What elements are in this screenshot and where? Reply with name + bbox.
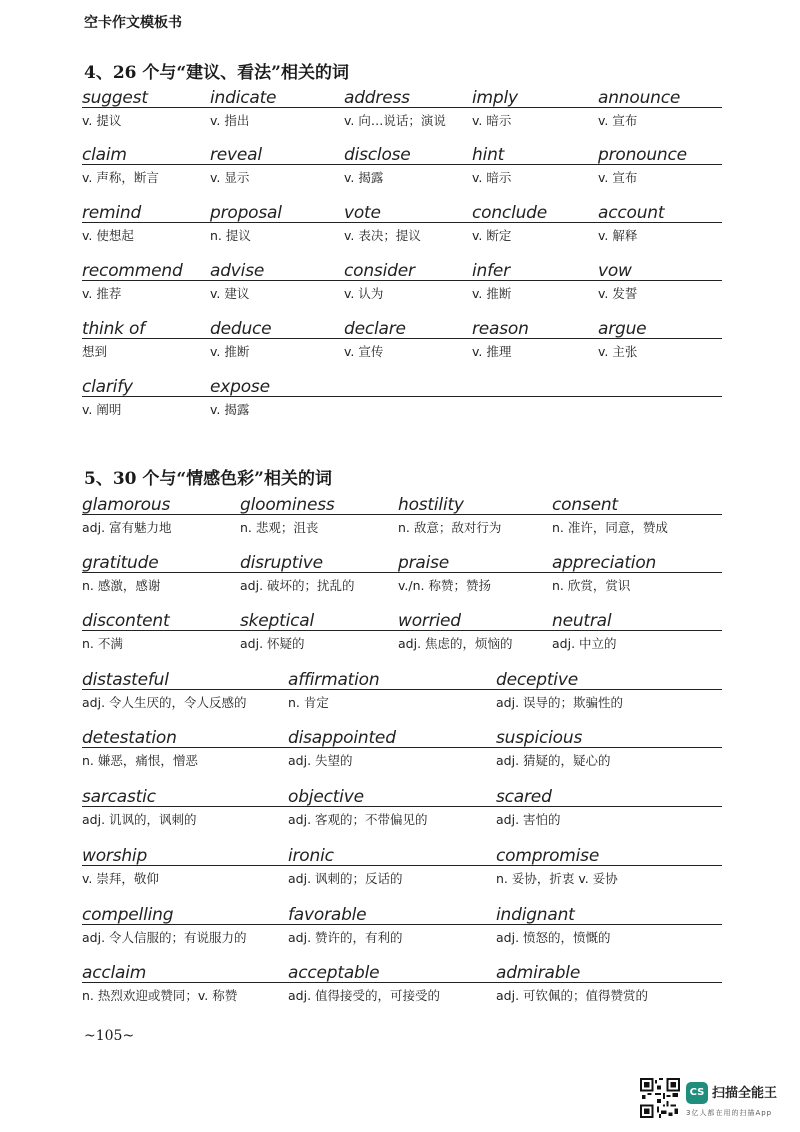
vocabulary-entry [210,145,262,186]
scanner-watermark [640,1078,788,1122]
entry-word: gloominess [240,495,335,515]
entry-meaning: adj. 愤怒的，愤慨的 [496,930,611,945]
entry-meaning: n. 肯定 [288,695,329,710]
section-title: 4、26 个与“建议、看法”相关的词 [84,63,349,83]
entry-word: announce [598,88,681,108]
qr-code-icon [640,1078,680,1118]
entry-meaning: n. 准许，同意，赞成 [552,520,668,535]
entry-meaning: v. 建议 [210,286,250,301]
vocabulary-entry [288,905,403,946]
entry-word: favorable [288,905,367,925]
entry-word: neutral [552,611,612,631]
vocabulary-entry [344,88,446,129]
vocabulary-row [82,728,722,778]
vocabulary-entry [398,553,491,594]
entry-meaning: n. 妥协，折衷 v. 妥协 [496,871,618,886]
entry-word: think of [82,319,145,339]
entry-word: disappointed [288,728,396,748]
entry-word: acclaim [82,963,147,983]
entry-meaning: n. 热烈欢迎或赞同；v. 称赞 [82,988,238,1003]
vocabulary-entry [472,145,511,186]
vocabulary-entry [82,846,159,887]
entry-meaning: adj. 讽刺的；反话的 [288,871,403,886]
vocabulary-entry [496,787,561,828]
entry-word: account [598,203,665,223]
vocabulary-entry [344,203,421,244]
entry-meaning: v. 使想起 [82,228,134,243]
vocabulary-entry [240,553,355,594]
entry-word: indignant [496,905,575,925]
entry-meaning: v. 声称，断言 [82,170,159,185]
vocabulary-entry [598,203,664,244]
vocabulary-entry [210,261,264,302]
vocabulary-row [82,670,722,720]
entry-word: scared [496,787,552,807]
entry-word: deduce [210,319,272,339]
entry-meaning: n. 不满 [82,636,123,651]
vocabulary-entry [82,553,160,594]
entry-word: compromise [496,846,600,866]
vocabulary-entry [240,611,314,652]
entry-word: clarify [82,377,133,397]
entry-meaning: v. 解释 [598,228,638,243]
entry-word: gratitude [82,553,159,573]
vocabulary-entry [344,319,406,360]
entry-word: objective [288,787,364,807]
entry-meaning: v./n. 称赞；赞扬 [398,578,491,593]
vocabulary-entry [210,319,271,360]
vocabulary-entry [82,88,148,129]
vocabulary-row [82,846,722,896]
vocabulary-entry [496,963,648,1004]
vocabulary-row [82,963,722,1013]
entry-meaning: n. 悲观；沮丧 [240,520,319,535]
entry-word: deceptive [496,670,578,690]
entry-meaning: n. 欣赏，赏识 [552,578,631,593]
entry-word: reveal [210,145,262,165]
entry-meaning: adj. 怀疑的 [240,636,305,651]
entry-meaning: v. 指出 [210,113,250,128]
entry-meaning: adj. 令人信服的；有说服力的 [82,930,247,945]
entry-meaning: v. 宣传 [344,344,384,359]
vocabulary-entry [82,203,141,244]
entry-word: reason [472,319,529,339]
section-title: 5、30 个与“情感色彩”相关的词 [84,469,332,489]
vocabulary-entry [344,261,415,302]
entry-meaning: adj. 猜疑的，疑心的 [496,753,611,768]
vocabulary-entry [82,145,159,186]
entry-word: declare [344,319,406,339]
entry-word: glamorous [82,495,171,515]
entry-meaning: v. 阐明 [82,402,122,417]
entry-word: praise [398,553,450,573]
vocabulary-entry [552,495,668,536]
vocabulary-entry [210,377,270,418]
entry-meaning: 想到 [82,344,108,359]
vocabulary-entry [472,261,511,302]
vocabulary-entry [82,670,247,711]
entry-meaning: n. 感激，感谢 [82,578,161,593]
vocabulary-entry [288,787,428,828]
entry-meaning: n. 嫌恶，痛恨，憎恶 [82,753,198,768]
entry-word: infer [472,261,510,281]
vocabulary-row [82,377,722,427]
vocabulary-entry [288,670,379,711]
vocabulary-entry [598,261,637,302]
entry-word: distasteful [82,670,169,690]
entry-meaning: v. 发誓 [598,286,638,301]
vocabulary-entry [82,611,169,652]
entry-meaning: adj. 可钦佩的；值得赞赏的 [496,988,649,1003]
entry-meaning: v. 揭露 [210,402,250,417]
entry-word: claim [82,145,127,165]
entry-word: compelling [82,905,174,925]
entry-word: vow [598,261,632,281]
entry-meaning: adj. 客观的；不带偏见的 [288,812,428,827]
entry-word: ironic [288,846,334,866]
entry-meaning: n. 敌意；敌对行为 [398,520,502,535]
entry-word: address [344,88,410,108]
entry-word: admirable [496,963,581,983]
vocabulary-entry [598,319,646,360]
vocabulary-entry [496,905,611,946]
entry-word: suggest [82,88,148,108]
vocabulary-row [82,319,722,369]
scanner-logo-icon: CS [686,1082,708,1104]
entry-word: recommend [82,261,183,281]
entry-word: appreciation [552,553,657,573]
entry-word: conclude [472,203,548,223]
scanner-app-tagline: 3亿人都在用的扫描App [686,1109,773,1117]
vocabulary-row [82,145,722,195]
entry-meaning: v. 主张 [598,344,638,359]
entry-word: advise [210,261,265,281]
entry-word: proposal [210,203,282,223]
vocabulary-entry [240,495,335,536]
vocabulary-entry [496,846,618,887]
entry-meaning: v. 推荐 [82,286,122,301]
vocabulary-entry [398,611,513,652]
entry-word: remind [82,203,142,223]
entry-word: expose [210,377,270,397]
entry-meaning: v. 推理 [472,344,512,359]
vocabulary-row [82,203,722,253]
vocabulary-row [82,787,722,837]
entry-word: argue [598,319,647,339]
vocabulary-row [82,553,722,603]
entry-meaning: adj. 破坏的；扰乱的 [240,578,355,593]
entry-word: sarcastic [82,787,156,807]
page-number: ~105~ [84,1028,135,1044]
entry-meaning: v. 提议 [82,113,122,128]
entry-meaning: v. 推断 [472,286,512,301]
entry-word: worried [398,611,461,631]
vocabulary-entry [344,145,411,186]
entry-meaning: adj. 赞许的，有利的 [288,930,403,945]
vocabulary-entry [288,728,396,769]
vocabulary-entry [288,963,440,1004]
entry-meaning: adj. 中立的 [552,636,617,651]
entry-word: pronounce [598,145,687,165]
entry-word: indicate [210,88,277,108]
vocabulary-entry [552,611,617,652]
entry-meaning: adj. 误导的；欺骗性的 [496,695,624,710]
vocabulary-entry [82,905,247,946]
entry-meaning: v. 断定 [472,228,512,243]
entry-meaning: adj. 焦虑的，烦恼的 [398,636,513,651]
vocabulary-entry [82,261,183,302]
vocabulary-entry [598,145,687,186]
entry-word: hint [472,145,505,165]
entry-meaning: adj. 富有魅力地 [82,520,172,535]
vocabulary-entry [82,963,237,1004]
vocabulary-entry [552,553,656,594]
vocabulary-entry [210,203,282,244]
entry-meaning: v. 暗示 [472,170,512,185]
vocabulary-row [82,495,722,545]
writing-line [82,396,722,397]
entry-meaning: v. 向…说话；演说 [344,113,446,128]
vocabulary-entry [82,787,197,828]
vocabulary-entry [288,846,403,887]
entry-meaning: v. 暗示 [472,113,512,128]
entry-word: detestation [82,728,177,748]
page-header: 空卡作文模板书 [84,15,182,31]
vocabulary-row [82,88,722,138]
vocabulary-entry [472,319,529,360]
entry-meaning: adj. 失望的 [288,753,353,768]
entry-meaning: v. 宣布 [598,113,638,128]
vocabulary-row [82,261,722,311]
entry-word: discontent [82,611,170,631]
entry-word: suspicious [496,728,583,748]
vocabulary-entry [496,670,623,711]
entry-word: affirmation [288,670,380,690]
entry-meaning: v. 显示 [210,170,250,185]
scanner-app-name: 扫描全能王 [712,1086,778,1101]
entry-meaning: v. 表决；提议 [344,228,421,243]
entry-word: vote [344,203,381,223]
vocabulary-entry [82,495,172,536]
entry-meaning: v. 揭露 [344,170,384,185]
entry-meaning: v. 崇拜，敬仰 [82,871,159,886]
vocabulary-row [82,905,722,955]
entry-meaning: adj. 讥讽的，讽刺的 [82,812,197,827]
entry-word: worship [82,846,148,866]
entry-word: imply [472,88,518,108]
vocabulary-entry [598,88,680,129]
vocabulary-entry [82,377,133,418]
entry-meaning: v. 推断 [210,344,250,359]
entry-word: acceptable [288,963,380,983]
entry-meaning: adj. 害怕的 [496,812,561,827]
vocabulary-row [82,611,722,661]
entry-word: disclose [344,145,411,165]
vocabulary-entry [82,319,145,360]
vocabulary-entry [496,728,611,769]
entry-word: hostility [398,495,464,515]
vocabulary-entry [398,495,501,536]
entry-meaning: adj. 令人生厌的，令人反感的 [82,695,247,710]
entry-word: consider [344,261,415,281]
entry-meaning: adj. 值得接受的，可接受的 [288,988,441,1003]
vocabulary-entry [82,728,198,769]
entry-word: skeptical [240,611,315,631]
entry-meaning: v. 认为 [344,286,384,301]
vocabulary-entry [472,88,518,129]
vocabulary-entry [472,203,547,244]
entry-word: disruptive [240,553,323,573]
entry-meaning: n. 提议 [210,228,251,243]
vocabulary-entry [210,88,276,129]
entry-word: consent [552,495,618,515]
entry-meaning: v. 宣布 [598,170,638,185]
